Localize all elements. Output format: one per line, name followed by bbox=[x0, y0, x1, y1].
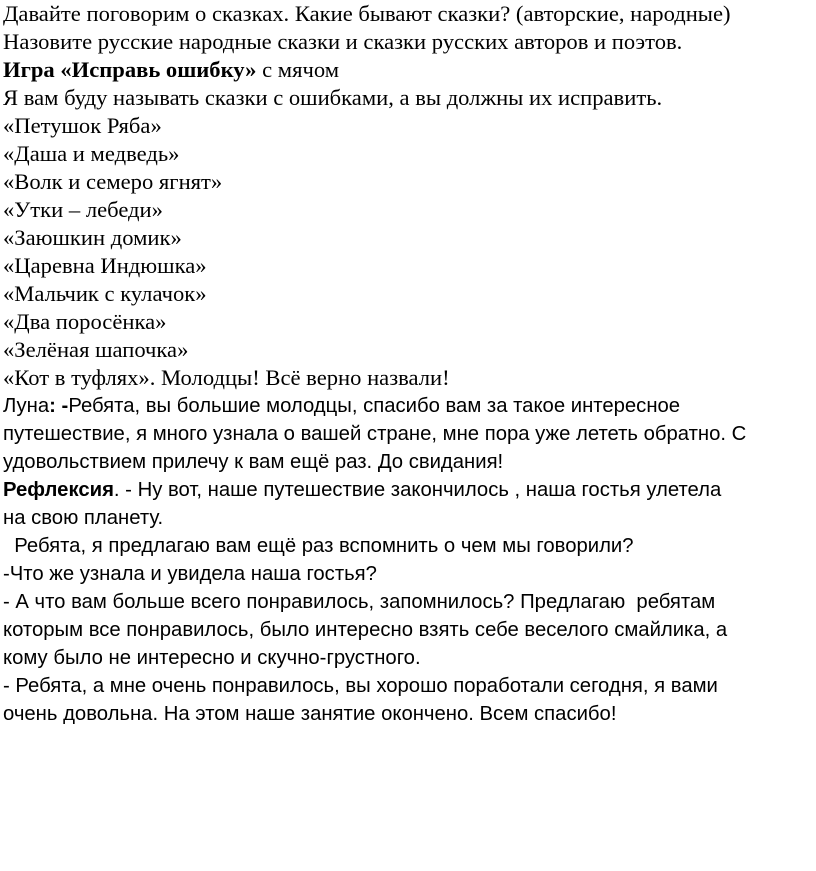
reflection-line-1 bbox=[3, 476, 815, 504]
reflection-line-2: на свою планету. bbox=[3, 507, 164, 529]
luna-line-3: удовольствием прилечу к вам ещё раз. До свидания! bbox=[3, 451, 504, 473]
luna-line-1 bbox=[3, 392, 815, 420]
game-instruction: Я вам буду называть сказки с ошибками, а вы должны их исправить. bbox=[3, 85, 663, 110]
reflection-line-9: очень довольна. На этом наше занятие окончено. Всем спасибо! bbox=[3, 703, 617, 725]
tale-item: «Два поросёнка» bbox=[3, 309, 167, 334]
reflection-line-3: Ребята, я предлагаю вам ещё раз вспомнить о чем мы говорили? bbox=[3, 535, 634, 557]
game-title-rest: с мячом bbox=[256, 57, 340, 82]
luna-text-1: Ребята, вы большие молодцы, спасибо вам за такое интересное bbox=[68, 395, 681, 417]
reflection-line-7: кому было не интересно и скучно-грустного. bbox=[3, 647, 421, 669]
intro-line-2: Назовите русские народные сказки и сказки русских авторов и поэтов. bbox=[3, 29, 683, 54]
reflection-text-1: . - Ну вот, наше путешествие закончилось , наша гостья улетела bbox=[113, 479, 722, 501]
reflection-line-8: - Ребята, а мне очень понравилось, вы хорошо поработали сегодня, я вами bbox=[3, 675, 718, 697]
reflection-line-5: - А что вам больше всего понравилось, запомнилось? Предлагаю ребятам bbox=[3, 591, 716, 613]
luna-colon: : - bbox=[49, 395, 69, 417]
tale-item: «Кот в туфлях». Молодцы! Всё верно назвали! bbox=[3, 365, 450, 390]
tale-item: «Мальчик с кулачок» bbox=[3, 281, 207, 306]
document-page bbox=[3, 0, 815, 728]
reflection-line-4: -Что же узнала и увидела наша гостья? bbox=[3, 563, 377, 585]
tale-item: «Заюшкин домик» bbox=[3, 225, 182, 250]
game-heading bbox=[3, 56, 815, 84]
tale-item: «Зелёная шапочка» bbox=[3, 337, 189, 362]
luna-line-2: путешествие, я много узнала о вашей стране, мне пора уже лететь обратно. С bbox=[3, 423, 747, 445]
intro-line-1: Давайте поговорим о сказках. Какие бывают сказки? (авторские, народные) bbox=[3, 1, 731, 26]
tale-item: «Волк и семеро ягнят» bbox=[3, 169, 223, 194]
game-title: Игра «Исправь ошибку» bbox=[3, 57, 257, 82]
tale-item: «Петушок Ряба» bbox=[3, 113, 162, 138]
reflection-line-6: которым все понравилось, было интересно взять себе веселого смайлика, а bbox=[3, 619, 728, 641]
tale-item: «Утки – лебеди» bbox=[3, 197, 163, 222]
tale-item: «Даша и медведь» bbox=[3, 141, 180, 166]
luna-speaker: Луна bbox=[3, 395, 50, 417]
tale-item: «Царевна Индюшка» bbox=[3, 253, 207, 278]
reflection-label: Рефлексия bbox=[3, 479, 114, 501]
